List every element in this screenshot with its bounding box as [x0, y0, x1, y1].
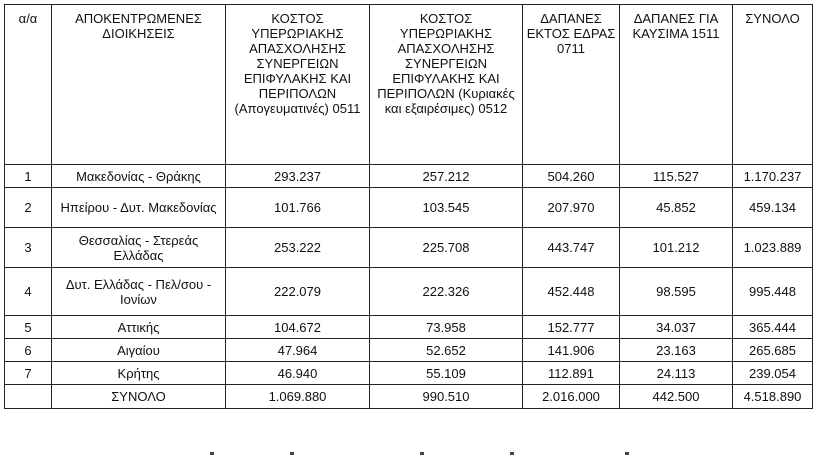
cell-fuel: 34.037 — [620, 316, 733, 339]
cell-fuel: 45.852 — [620, 188, 733, 228]
cell-fuel: 23.163 — [620, 339, 733, 362]
cell-total: 1.023.889 — [733, 228, 813, 268]
header-overtime-holidays: ΚΟΣΤΟΣ ΥΠΕΡΩΡΙΑΚΗΣ ΑΠΑΣΧΟΛΗΣΗΣ ΣΥΝΕΡΓΕΙΩΝ ΕΠΙΦΥΛΑΚΗΣ ΚΑΙ ΠΕΡΙΠΟΛΩΝ (Κυριακές και εξαιρέσιμες) 0512 — [370, 5, 523, 165]
header-row — [5, 5, 813, 165]
cell-overtime-holidays: 222.326 — [370, 268, 523, 316]
cell-overtime-afternoon: 104.672 — [226, 316, 370, 339]
cell-expenses-out: 112.891 — [523, 362, 620, 385]
cell-overtime-holidays: 55.109 — [370, 362, 523, 385]
table-row — [5, 339, 813, 362]
cell-expenses-out: 504.260 — [523, 165, 620, 188]
cell-expenses-out: 207.970 — [523, 188, 620, 228]
budget-table — [4, 4, 813, 409]
cell-overtime-afternoon: 101.766 — [226, 188, 370, 228]
table-row — [5, 188, 813, 228]
cell-aa: 5 — [5, 316, 52, 339]
cell-expenses-out: 152.777 — [523, 316, 620, 339]
cell-total: 459.134 — [733, 188, 813, 228]
totals-label: ΣΥΝΟΛΟ — [52, 385, 226, 409]
cell-overtime-afternoon: 253.222 — [226, 228, 370, 268]
cell-aa: 3 — [5, 228, 52, 268]
header-admin: ΑΠΟΚΕΝΤΡΩΜΕΝΕΣ ΔΙΟΙΚΗΣΕΙΣ — [52, 5, 226, 165]
total-expenses-out: 2.016.000 — [523, 385, 620, 409]
cell-fuel: 98.595 — [620, 268, 733, 316]
cell-admin: Ηπείρου - Δυτ. Μακεδονίας — [52, 188, 226, 228]
cell-expenses-out: 443.747 — [523, 228, 620, 268]
cell-total: 995.448 — [733, 268, 813, 316]
cell-total: 265.685 — [733, 339, 813, 362]
cell-total: 239.054 — [733, 362, 813, 385]
cell-aa-empty — [5, 385, 52, 409]
header-overtime-afternoon: ΚΟΣΤΟΣ ΥΠΕΡΩΡΙΑΚΗΣ ΑΠΑΣΧΟΛΗΣΗΣ ΣΥΝΕΡΓΕΙΩΝ ΕΠΙΦΥΛΑΚΗΣ ΚΑΙ ΠΕΡΙΠΟΛΩΝ (Απογευματινές) 0511 — [226, 5, 370, 165]
cell-aa: 2 — [5, 188, 52, 228]
header-expenses-out: ΔΑΠΑΝΕΣ ΕΚΤΟΣ ΕΔΡΑΣ 0711 — [523, 5, 620, 165]
cell-overtime-holidays: 52.652 — [370, 339, 523, 362]
cell-overtime-afternoon: 293.237 — [226, 165, 370, 188]
totals-row — [5, 385, 813, 409]
cell-admin: Κρήτης — [52, 362, 226, 385]
header-fuel: ΔΑΠΑΝΕΣ ΓΙΑ ΚΑΥΣΙΜΑ 1511 — [620, 5, 733, 165]
cell-admin: Αιγαίου — [52, 339, 226, 362]
cell-aa: 6 — [5, 339, 52, 362]
total-fuel: 442.500 — [620, 385, 733, 409]
cell-aa: 4 — [5, 268, 52, 316]
cell-admin: Μακεδονίας - Θράκης — [52, 165, 226, 188]
table-row — [5, 362, 813, 385]
cell-fuel: 115.527 — [620, 165, 733, 188]
cell-total: 365.444 — [733, 316, 813, 339]
cell-overtime-afternoon: 46.940 — [226, 362, 370, 385]
cell-overtime-holidays: 103.545 — [370, 188, 523, 228]
table-row — [5, 268, 813, 316]
cell-overtime-holidays: 73.958 — [370, 316, 523, 339]
cell-admin: Αττικής — [52, 316, 226, 339]
cell-fuel: 24.113 — [620, 362, 733, 385]
cell-expenses-out: 141.906 — [523, 339, 620, 362]
total-overtime-afternoon: 1.069.880 — [226, 385, 370, 409]
cell-fuel: 101.212 — [620, 228, 733, 268]
total-overtime-holidays: 990.510 — [370, 385, 523, 409]
cell-admin: Δυτ. Ελλάδας - Πελ/σου - Ιονίων — [52, 268, 226, 316]
table-row — [5, 316, 813, 339]
cell-aa: 7 — [5, 362, 52, 385]
cell-aa: 1 — [5, 165, 52, 188]
cell-overtime-afternoon: 222.079 — [226, 268, 370, 316]
cell-total: 1.170.237 — [733, 165, 813, 188]
cell-expenses-out: 452.448 — [523, 268, 620, 316]
header-total: ΣΥΝΟΛΟ — [733, 5, 813, 165]
clipped-text-line — [0, 450, 817, 457]
table-row — [5, 165, 813, 188]
table-row — [5, 228, 813, 268]
cell-overtime-afternoon: 47.964 — [226, 339, 370, 362]
cell-overtime-holidays: 225.708 — [370, 228, 523, 268]
grand-total: 4.518.890 — [733, 385, 813, 409]
header-aa: α/α — [5, 5, 52, 165]
cell-overtime-holidays: 257.212 — [370, 165, 523, 188]
cell-admin: Θεσσαλίας - Στερεάς Ελλάδας — [52, 228, 226, 268]
